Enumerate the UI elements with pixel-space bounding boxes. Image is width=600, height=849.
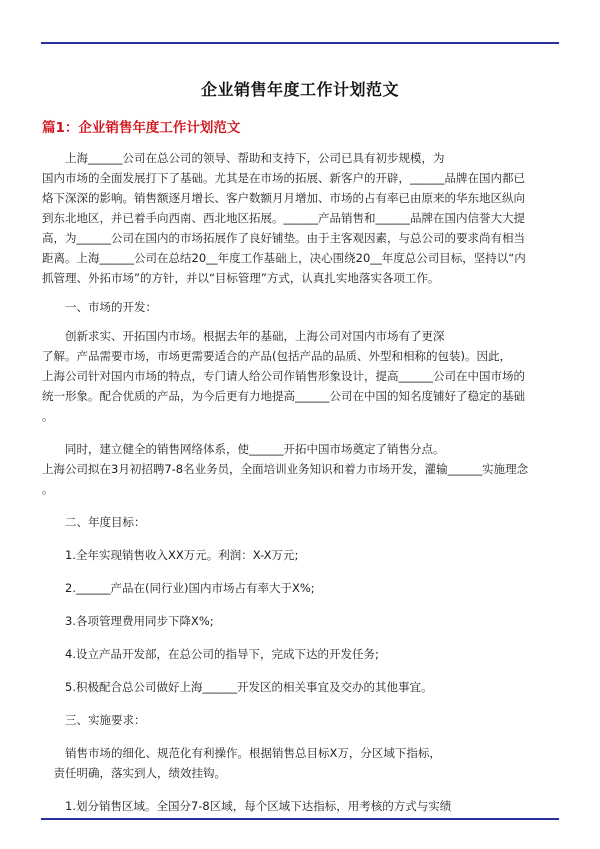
paragraph-sales-regions: 1.划分销售区域。全国分7-8区域，每个区域下达指标，用考核的方式与实绩 [42, 799, 452, 813]
paragraph-sales-network: 同时，建立健全的销售网络体系，使______开拓中国市场奠定了销售分点。 上海公司拟在3月初招聘7-8名业务员，全面培训业务知识和着力市场开发，灌输______实施理念 。 [42, 442, 529, 496]
goal-item-5: 5.积极配合总公司做好上海______开发区的相关事宜及交办的其他事宜。 [42, 680, 433, 694]
heading-annual-goals: 二、年度目标： [42, 515, 146, 529]
paragraph-intro: 上海______公司在总公司的领导、帮助和支持下，公司已具有初步规模，为 国内市场的全面发展打下了基础。尤其是在市场的拓展、新客户的开辟，______品牌在国内都已 烙下深深的影响。销售额逐月增长、客户数额月月增加、市场的占有率已由原来的华东地区纵向 到东北地区，并已着手向西南、西北地区拓展。______产品销售和______品牌在国内信誉大大提 高，为______公司在国内的市场拓展作了良好铺垫。由于主客观因素，与总公司的要求尚有相当 距离。上海______公司在总结20__年度工作基础上，决心围绕20__年度总公司目标，坚持以“内 抓管理、外拓市场”的方针，并以“目标管理”方式，认真扎实地落实各项工作。 [42, 151, 526, 285]
heading-market-development: 一、市场的开发： [42, 300, 157, 314]
paragraph-implementation: 销售市场的细化、规范化有利操作。根据销售总目标X万，分区域下指标， 责任明确，落实到人，绩效挂钩。 [53, 746, 441, 780]
heading-implementation: 三、实施要求： [42, 713, 146, 727]
goal-item-2: 2.______产品在(同行业)国内市场占有率大于X%; [42, 581, 315, 595]
goal-item-4: 4.设立产品开发部，在总公司的指导下，完成下达的开发任务; [42, 647, 379, 661]
paragraph-market-development: 创新求实、开拓国内市场。根据去年的基础，上海公司对国内市场有了更深 了解。产品需要市场，市场更需要适合的产品(包括产品的品质、外型和相称的包装)。因此， 上海公司针对国内市场的特点，专门请人给公司作销售形象设计，提高______公司在中国市场的 统一形象。配合优质的产品，为今后更有力地提高______公司在中国的知名度铺好了稳定的基础 。 [42, 329, 525, 423]
goal-item-3: 3.各项管理费用同步下降X%; [42, 614, 214, 628]
document-body [42, 148, 562, 816]
top-rule [41, 42, 559, 44]
bottom-rule [41, 818, 559, 820]
document-title: 企业销售年度工作计划范文 [200, 80, 399, 99]
goal-item-1: 1.全年实现销售收入XX万元。利润：X-X万元; [42, 548, 299, 562]
section-subtitle: 篇1：企业销售年度工作计划范文 [42, 120, 241, 136]
